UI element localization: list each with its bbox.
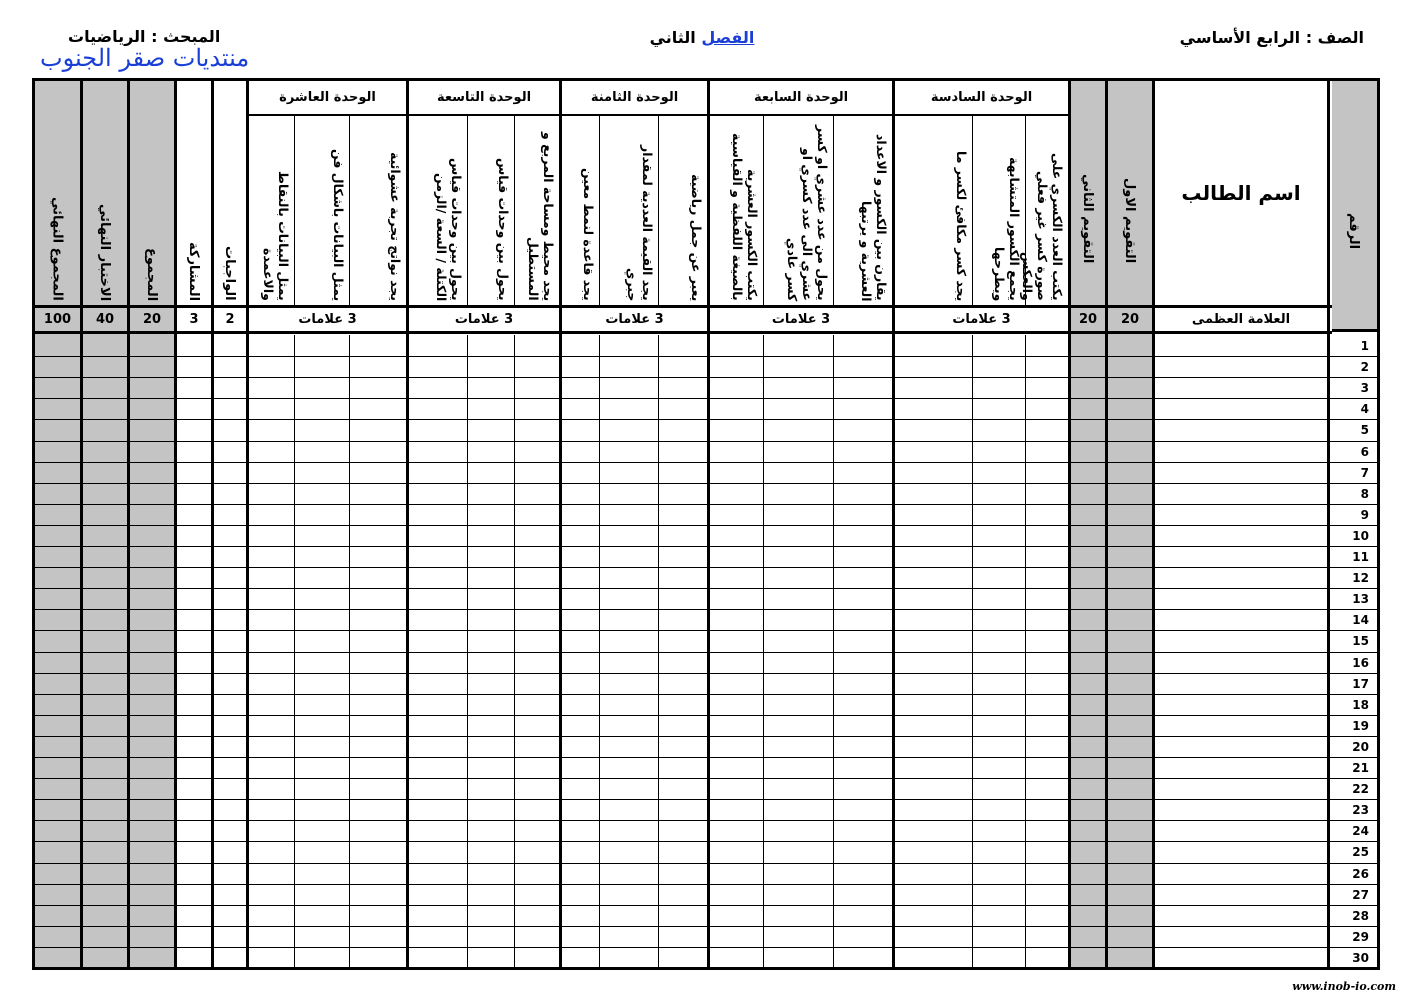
criterion-label: يمثل البيانات باشكال فن: [331, 148, 346, 301]
criterion-divider: [763, 114, 764, 305]
row-number: 18: [1352, 697, 1369, 712]
row-number: 21: [1352, 761, 1369, 775]
criterion-label: يكتب العدد الكسري على صورة كسر غير فعلي والعكس: [1020, 153, 1065, 301]
table-row-line: [35, 419, 1377, 420]
criterion-divider: [599, 114, 600, 305]
row-number: 20: [1352, 739, 1369, 754]
row-number: 11: [1352, 550, 1369, 564]
criterion-divider: [658, 114, 659, 305]
max-mark-final_total: 100: [43, 312, 72, 327]
table-row-line: [35, 567, 1377, 568]
criterion-label: يحول بين وحدات قياس: [496, 158, 511, 301]
forum-logo-text: منتديات صقر الجنوب: [40, 44, 250, 72]
row-number: 1: [1360, 339, 1369, 353]
table-row-line: [35, 884, 1377, 885]
row-number: 2: [1360, 360, 1369, 375]
row-number: 15: [1352, 634, 1369, 649]
column-header-participation: المشاركة: [186, 241, 201, 301]
row-number: 12: [1352, 571, 1369, 586]
footer-url[interactable]: www.inob-io.com: [1292, 980, 1396, 993]
row-number: 6: [1360, 444, 1369, 459]
row-number: 10: [1352, 528, 1369, 543]
criterion-divider: [514, 114, 515, 305]
criterion-divider: [294, 114, 295, 305]
semester-text: الثاني: [649, 28, 702, 47]
table-row-line: [35, 673, 1377, 674]
table-row-line: [35, 820, 1377, 821]
unit-title-underline: [562, 114, 707, 116]
max-mark-participation: 3: [189, 312, 199, 327]
table-row-line: [35, 588, 1377, 589]
row-number: 26: [1352, 866, 1369, 881]
row-number: 17: [1352, 676, 1369, 691]
table-row-line: [35, 947, 1377, 948]
criterion-label: يحول بين وحدات قياس الكتلة / السعة /الزمن: [434, 158, 464, 301]
student-name-header: اسم الطالب: [1181, 181, 1301, 205]
criterion-divider: [972, 114, 973, 305]
unit-title: الوحدة الثامنة: [590, 90, 679, 105]
criterion-label: يقارن بين الكسور و الاعداد العشرية و يرتبها: [859, 134, 889, 301]
row-number: 28: [1352, 908, 1369, 923]
table-row-line: [35, 841, 1377, 842]
header-bottom-line: [35, 305, 1332, 308]
criterion-label: يجد قاعدة لنمط معين: [581, 168, 596, 301]
table-row-line: [35, 546, 1377, 547]
subject-label: المبحث : الرياضيات: [68, 27, 221, 46]
grade-label: الصف : الرابع الأساسي: [1179, 28, 1364, 47]
unit-max-mark: 3 علامات: [952, 312, 1011, 327]
column-header-final_exam: الاختبار النهائي: [97, 203, 112, 301]
unit-title-underline: [409, 114, 559, 116]
table-row-line: [35, 715, 1377, 716]
row-number: 3: [1360, 381, 1369, 396]
max-row-bottom-line: [35, 331, 1332, 334]
column-header-homework: الواجبات: [222, 246, 237, 301]
table-row-line: [35, 504, 1377, 505]
max-mark-total: 20: [142, 312, 162, 327]
criterion-label: يكتب الكسور العشرية بالصيغة اللفظية و القياسية: [730, 133, 760, 301]
table-row-line: [35, 377, 1377, 378]
criterion-label: يجد نواتج تجربة عشوائية: [388, 151, 403, 301]
criterion-label: يحول من عدد عشري او كسر عشري الى عدد كسري او كسر عادي: [785, 125, 830, 301]
table-row-line: [35, 926, 1377, 927]
unit-max-mark: 3 علامات: [454, 312, 514, 327]
criterion-divider: [833, 114, 834, 305]
grade-grid: [35, 81, 1377, 967]
criterion-divider: [349, 114, 350, 305]
max-mark-first-eval: 20: [1120, 312, 1140, 327]
row-number: 24: [1352, 824, 1369, 839]
table-row-line: [35, 799, 1377, 800]
row-number: 19: [1352, 718, 1369, 733]
row-number: 14: [1352, 613, 1369, 628]
semester-link[interactable]: الفصل: [701, 28, 755, 47]
unit-max-mark: 3 علامات: [605, 312, 664, 327]
table-row-line: [35, 905, 1377, 906]
row-number: 4: [1360, 402, 1369, 417]
criterion-divider: [467, 114, 468, 305]
row-number: 5: [1360, 423, 1369, 438]
table-row-line: [35, 736, 1377, 737]
unit-title: الوحدة السادسة: [930, 90, 1033, 105]
column-header-total: المجموع: [144, 247, 159, 301]
criterion-label: يمثل البيانات بالنقاط والاعمدة: [261, 171, 291, 301]
criterion-label: يعبر عن جمل رياضية: [689, 173, 704, 301]
table-row-line: [35, 462, 1377, 463]
unit-title-underline: [249, 114, 406, 116]
table-row-line: [35, 398, 1377, 399]
header-bottom-line: [1332, 329, 1377, 332]
table-row-line: [35, 757, 1377, 758]
max-mark-homework: 2: [225, 312, 235, 327]
table-row-line: [35, 694, 1377, 695]
row-number: 25: [1352, 845, 1369, 860]
table-row-line: [35, 356, 1377, 357]
unit-title: الوحدة التاسعة: [436, 90, 532, 105]
table-row-line: [35, 525, 1377, 526]
table-row-line: [35, 609, 1377, 610]
unit-max-mark: 3 علامات: [771, 312, 831, 327]
row-number-header: الرقم: [1346, 212, 1361, 249]
row-number: 29: [1352, 929, 1369, 944]
max-mark-label: العلامة العظمى: [1191, 312, 1291, 327]
unit-title: الوحدة العاشرة: [279, 90, 376, 105]
unit-max-mark: 3 علامات: [298, 312, 357, 327]
column-header-final_total: المجموع النهائي: [49, 197, 65, 301]
row-number: 8: [1360, 486, 1369, 501]
max-mark-second-eval: 20: [1078, 312, 1098, 327]
table-row-line: [35, 483, 1377, 484]
row-number: 7: [1360, 465, 1369, 480]
unit-title-underline: [710, 114, 892, 116]
max-mark-final_exam: 40: [95, 312, 115, 327]
row-number: 13: [1352, 592, 1369, 607]
table-row-line: [35, 441, 1377, 442]
unit-title-underline: [895, 114, 1068, 116]
row-number: 23: [1352, 803, 1369, 818]
criterion-label: يجد كسر مكافئ لكسر ما: [954, 150, 969, 301]
table-row-line: [35, 863, 1377, 864]
row-number: 9: [1360, 507, 1369, 522]
criterion-label: يجد القيمة العددية لمقدار جبري: [625, 145, 655, 301]
criterion-label: يجمع الكسور المتشابهة ويطرحها: [992, 157, 1022, 301]
unit-title: الوحدة السابعة: [753, 90, 849, 105]
table-row-line: [35, 778, 1377, 779]
column-header-first-eval: التقويم الاول: [1122, 177, 1137, 263]
column-header-second-eval: التقويم الثاني: [1080, 173, 1095, 263]
row-number: 30: [1352, 950, 1369, 965]
grade-sheet: [32, 78, 1380, 970]
row-number: 16: [1352, 655, 1369, 670]
row-number: 27: [1352, 887, 1369, 902]
criterion-label: يجد محيط ومساحة المربع و المستطيل: [526, 131, 556, 301]
table-row-line: [35, 630, 1377, 631]
row-number: 22: [1352, 782, 1369, 797]
table-row-line: [35, 652, 1377, 653]
